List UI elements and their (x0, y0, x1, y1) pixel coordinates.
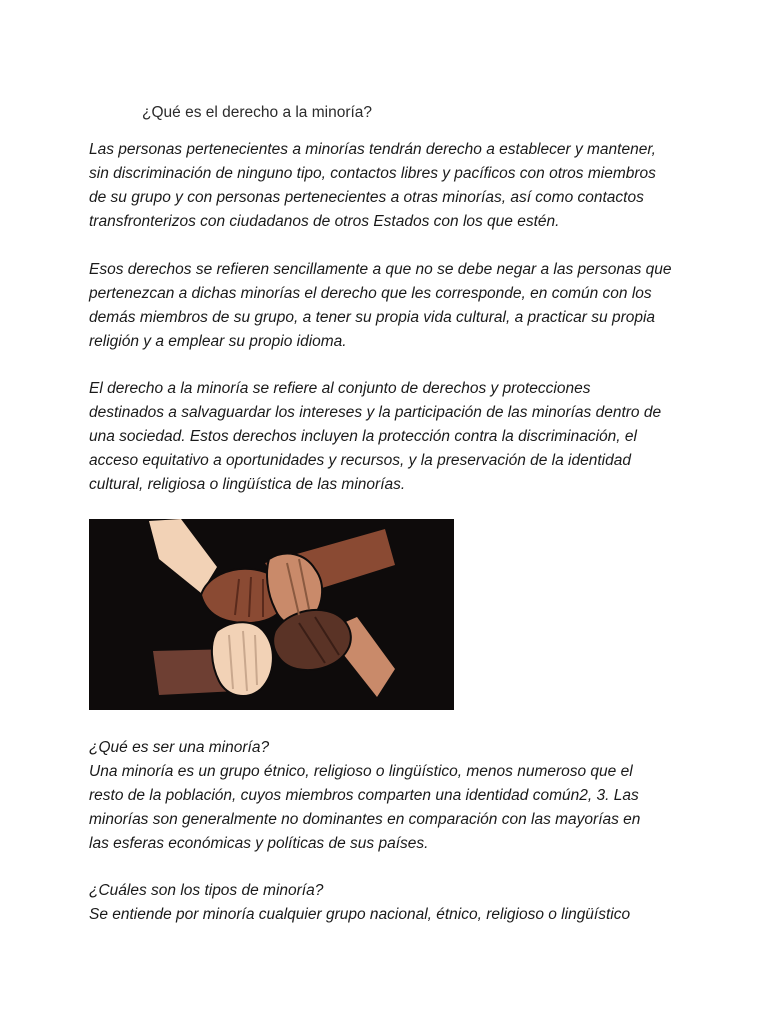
paragraph-line: las esferas económicas y políticas de sus países. (89, 835, 429, 852)
paragraph-line: transfronterizos con ciudadanos de otros Estados con los que estén. (89, 213, 560, 230)
paragraph-2 (89, 258, 689, 354)
gripping-hand-3 (273, 610, 350, 670)
page-title: ¿Qué es el derecho a la minoría? (142, 104, 373, 121)
paragraph-line: demás miembros de su grupo, a tener su propia vida cultural, a practicar su propia (89, 309, 656, 326)
clasped-hands-image (89, 519, 454, 710)
section-tipos-minoria (89, 879, 689, 927)
paragraph-line: acceso equitativo a oportunidades y recursos, y la preservación de la identidad (89, 452, 631, 469)
paragraph-line: cultural, religiosa o lingüística de las minorías. (89, 476, 406, 493)
paragraph-line: destinados a salvaguardar los intereses y la participación de las minorías dentro de (89, 404, 662, 421)
clasped-hands-icon (89, 519, 454, 710)
paragraph-line: resto de la población, cuyos miembros comparten una identidad común2, 3. Las (89, 787, 639, 804)
paragraph-line: de su grupo y con personas pertenecientes a otras minorías, así como contactos (89, 189, 644, 206)
paragraph-line: una sociedad. Estos derechos incluyen la protección contra la discriminación, el (89, 428, 637, 445)
paragraph-3 (89, 377, 689, 497)
paragraph-line: El derecho a la minoría se refiere al conjunto de derechos y protecciones (89, 380, 591, 397)
paragraph-line: minorías son generalmente no dominantes en comparación con las mayorías en (89, 811, 641, 828)
paragraph-line: Se entiende por minoría cualquier grupo nacional, étnico, religioso o lingüístico (89, 906, 631, 923)
paragraph-line: Las personas pertenecientes a minorías tendrán derecho a establecer y mantener, (89, 141, 656, 158)
section-minoria-definicion (89, 736, 689, 856)
section-heading: ¿Cuáles son los tipos de minoría? (89, 882, 324, 899)
paragraph-line: sin discriminación de ninguno tipo, contactos libres y pacíficos con otros miembros (89, 165, 656, 182)
paragraph-1 (89, 138, 689, 234)
paragraph-line: Esos derechos se refieren sencillamente a que no se debe negar a las personas que (89, 261, 672, 278)
paragraph-line: Una minoría es un grupo étnico, religioso o lingüístico, menos numeroso que el (89, 763, 633, 780)
section-heading: ¿Qué es ser una minoría? (89, 739, 270, 756)
pale-forearm (149, 519, 217, 593)
paragraph-line: religión y a emplear su propio idioma. (89, 333, 347, 350)
paragraph-line: pertenezcan a dichas minorías el derecho que les corresponde, en común con los (89, 285, 652, 302)
